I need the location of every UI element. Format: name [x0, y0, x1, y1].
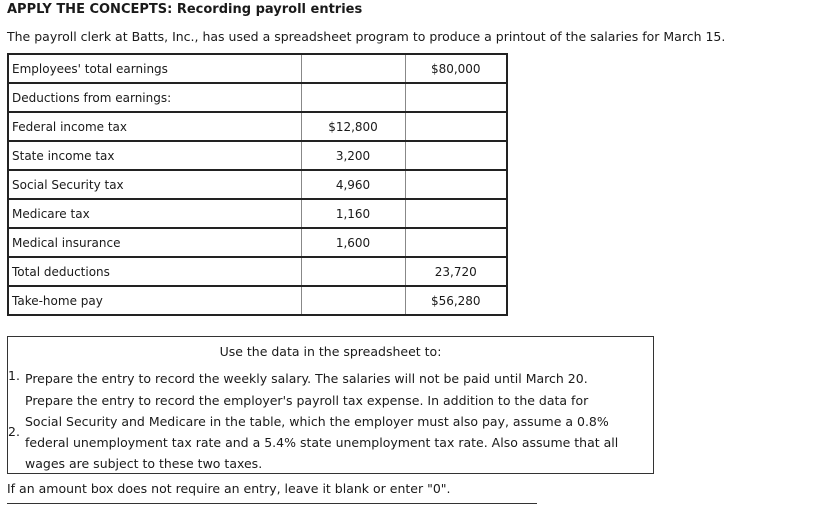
row-label: Social Security tax — [8, 170, 301, 199]
table-row — [8, 141, 507, 170]
row-label: Medical insurance — [8, 228, 301, 257]
row-label: Take-home pay — [8, 286, 301, 315]
payroll-table — [7, 53, 508, 316]
total-amount — [405, 83, 507, 112]
instructions-box — [7, 336, 654, 474]
row-label: Federal income tax — [8, 112, 301, 141]
row-label: Medicare tax — [8, 199, 301, 228]
total-amount: 23,720 — [405, 257, 507, 286]
total-amount — [405, 228, 507, 257]
row-label: State income tax — [8, 141, 301, 170]
table-row — [8, 112, 507, 141]
instruction-item-2: Prepare the entry to record the employer's payroll tax expense. In addition to the data for Social Security and Medicare in the table, which the employer must also pay, assume a 0.8% federal unemployment tax rate and a 5.4% state unemployment tax rate. Also assume that all wages are subject to these two taxes. — [25, 393, 619, 471]
row-label: Employees' total earnings — [8, 54, 301, 83]
row-label: Deductions from earnings: — [8, 83, 301, 112]
total-amount: $80,000 — [405, 54, 507, 83]
deduction-amount — [301, 257, 405, 286]
total-amount — [405, 199, 507, 228]
instruction-item-1: Prepare the entry to record the weekly salary. The salaries will not be paid until March 20. — [25, 371, 588, 386]
deduction-amount: $12,800 — [301, 112, 405, 141]
row-label: Total deductions — [8, 257, 301, 286]
page-title: APPLY THE CONCEPTS: Recording payroll entries — [7, 2, 363, 17]
deduction-amount: 3,200 — [301, 141, 405, 170]
table-row — [8, 83, 507, 112]
deduction-amount — [301, 286, 405, 315]
intro-text: The payroll clerk at Batts, Inc., has used a spreadsheet program to produce a printout of the salaries for March 15. — [7, 29, 726, 44]
table-row — [8, 228, 507, 257]
total-amount — [405, 141, 507, 170]
total-amount: $56,280 — [405, 286, 507, 315]
deduction-amount — [301, 54, 405, 83]
table-row — [8, 257, 507, 286]
item-number: 1. — [8, 368, 20, 383]
deduction-amount: 1,160 — [301, 199, 405, 228]
item-number: 2. — [8, 424, 20, 439]
total-amount — [405, 170, 507, 199]
total-amount — [405, 112, 507, 141]
deduction-amount — [301, 83, 405, 112]
table-row — [8, 286, 507, 315]
table-row — [8, 199, 507, 228]
table-row — [8, 170, 507, 199]
deduction-amount: 4,960 — [301, 170, 405, 199]
answer-table-edge — [7, 503, 537, 514]
instructions-header: Use the data in the spreadsheet to: — [219, 344, 442, 359]
blank-entry-note: If an amount box does not require an entry, leave it blank or enter "0". — [7, 481, 451, 496]
deduction-amount: 1,600 — [301, 228, 405, 257]
table-row — [8, 54, 507, 83]
